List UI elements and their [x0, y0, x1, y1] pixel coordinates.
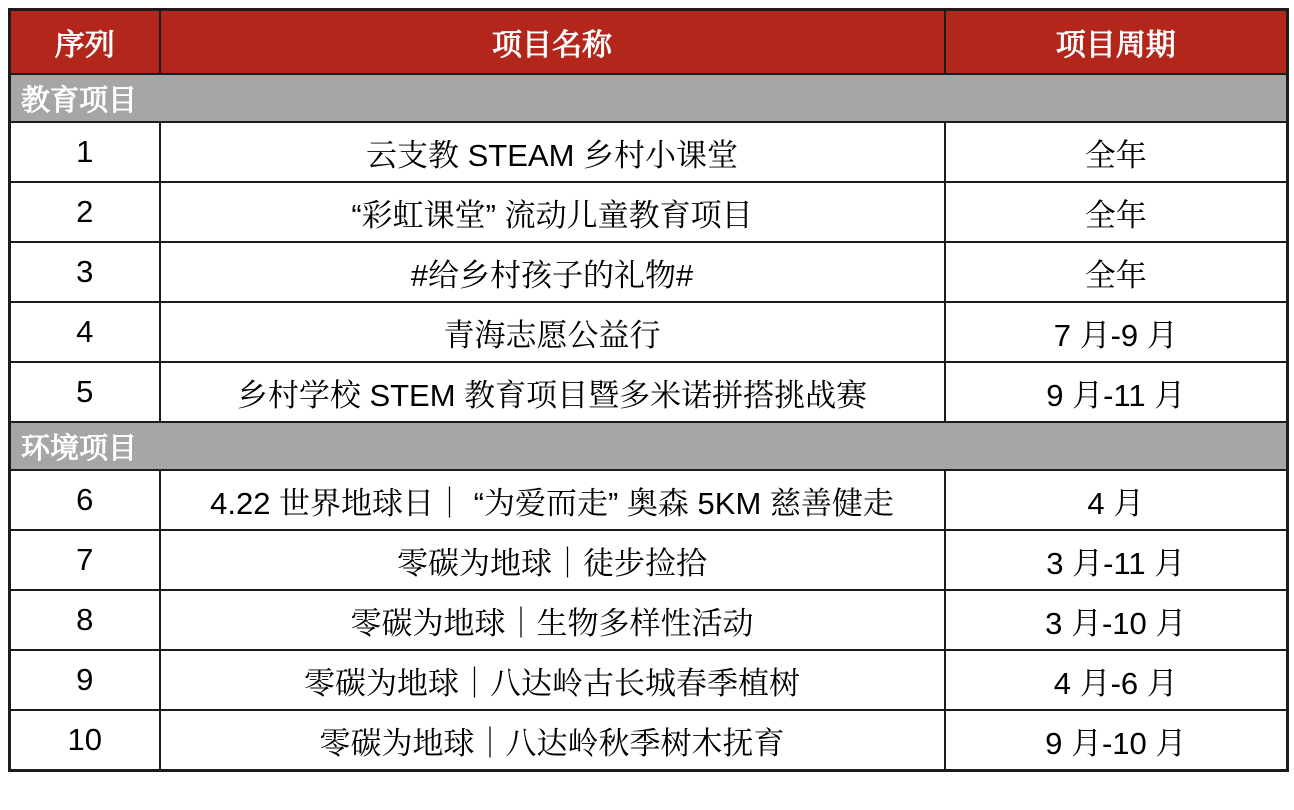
project-period-cell: 3 月-11 月 — [945, 530, 1288, 590]
project-period-cell: 全年 — [945, 242, 1288, 302]
row-number-cell: 10 — [10, 710, 160, 771]
section-title: 环境项目 — [10, 422, 1288, 470]
section-row — [10, 74, 1288, 122]
project-name-cell: 零碳为地球｜徒步捡拾 — [160, 530, 945, 590]
project-period-cell: 4 月 — [945, 470, 1288, 530]
row-number-cell: 3 — [10, 242, 160, 302]
header-cell-project-name: 项目名称 — [160, 10, 945, 75]
section-title: 教育项目 — [10, 74, 1288, 122]
project-period-cell: 7 月-9 月 — [945, 302, 1288, 362]
table-row — [10, 362, 1288, 422]
row-number-cell: 7 — [10, 530, 160, 590]
table-row — [10, 122, 1288, 182]
table-row — [10, 302, 1288, 362]
section-row — [10, 422, 1288, 470]
project-name-cell: #给乡村孩子的礼物# — [160, 242, 945, 302]
row-number-cell: 5 — [10, 362, 160, 422]
table-row — [10, 590, 1288, 650]
row-number-cell: 2 — [10, 182, 160, 242]
row-number-cell: 8 — [10, 590, 160, 650]
project-name-cell: 青海志愿公益行 — [160, 302, 945, 362]
table-row — [10, 470, 1288, 530]
row-number-cell: 9 — [10, 650, 160, 710]
project-period-cell: 3 月-10 月 — [945, 590, 1288, 650]
project-period-cell: 4 月-6 月 — [945, 650, 1288, 710]
project-schedule-table — [8, 8, 1289, 772]
table-row — [10, 242, 1288, 302]
table-row — [10, 530, 1288, 590]
row-number-cell: 6 — [10, 470, 160, 530]
header-row — [10, 10, 1288, 75]
project-period-cell: 全年 — [945, 122, 1288, 182]
header-cell-sequence: 序列 — [10, 10, 160, 75]
project-name-cell: 零碳为地球｜八达岭古长城春季植树 — [160, 650, 945, 710]
project-name-cell: 零碳为地球｜生物多样性活动 — [160, 590, 945, 650]
project-period-cell: 9 月-10 月 — [945, 710, 1288, 771]
project-period-cell: 9 月-11 月 — [945, 362, 1288, 422]
table-row — [10, 710, 1288, 771]
project-name-cell: “彩虹课堂” 流动儿童教育项目 — [160, 182, 945, 242]
table-row — [10, 182, 1288, 242]
project-period-cell: 全年 — [945, 182, 1288, 242]
project-name-cell: 零碳为地球｜八达岭秋季树木抚育 — [160, 710, 945, 771]
project-name-cell: 4.22 世界地球日｜ “为爱而走” 奥森 5KM 慈善健走 — [160, 470, 945, 530]
table-body — [10, 74, 1288, 771]
project-name-cell: 云支教 STEAM 乡村小课堂 — [160, 122, 945, 182]
table-row — [10, 650, 1288, 710]
row-number-cell: 4 — [10, 302, 160, 362]
header-cell-project-period: 项目周期 — [945, 10, 1288, 75]
row-number-cell: 1 — [10, 122, 160, 182]
project-name-cell: 乡村学校 STEM 教育项目暨多米诺拼搭挑战赛 — [160, 362, 945, 422]
